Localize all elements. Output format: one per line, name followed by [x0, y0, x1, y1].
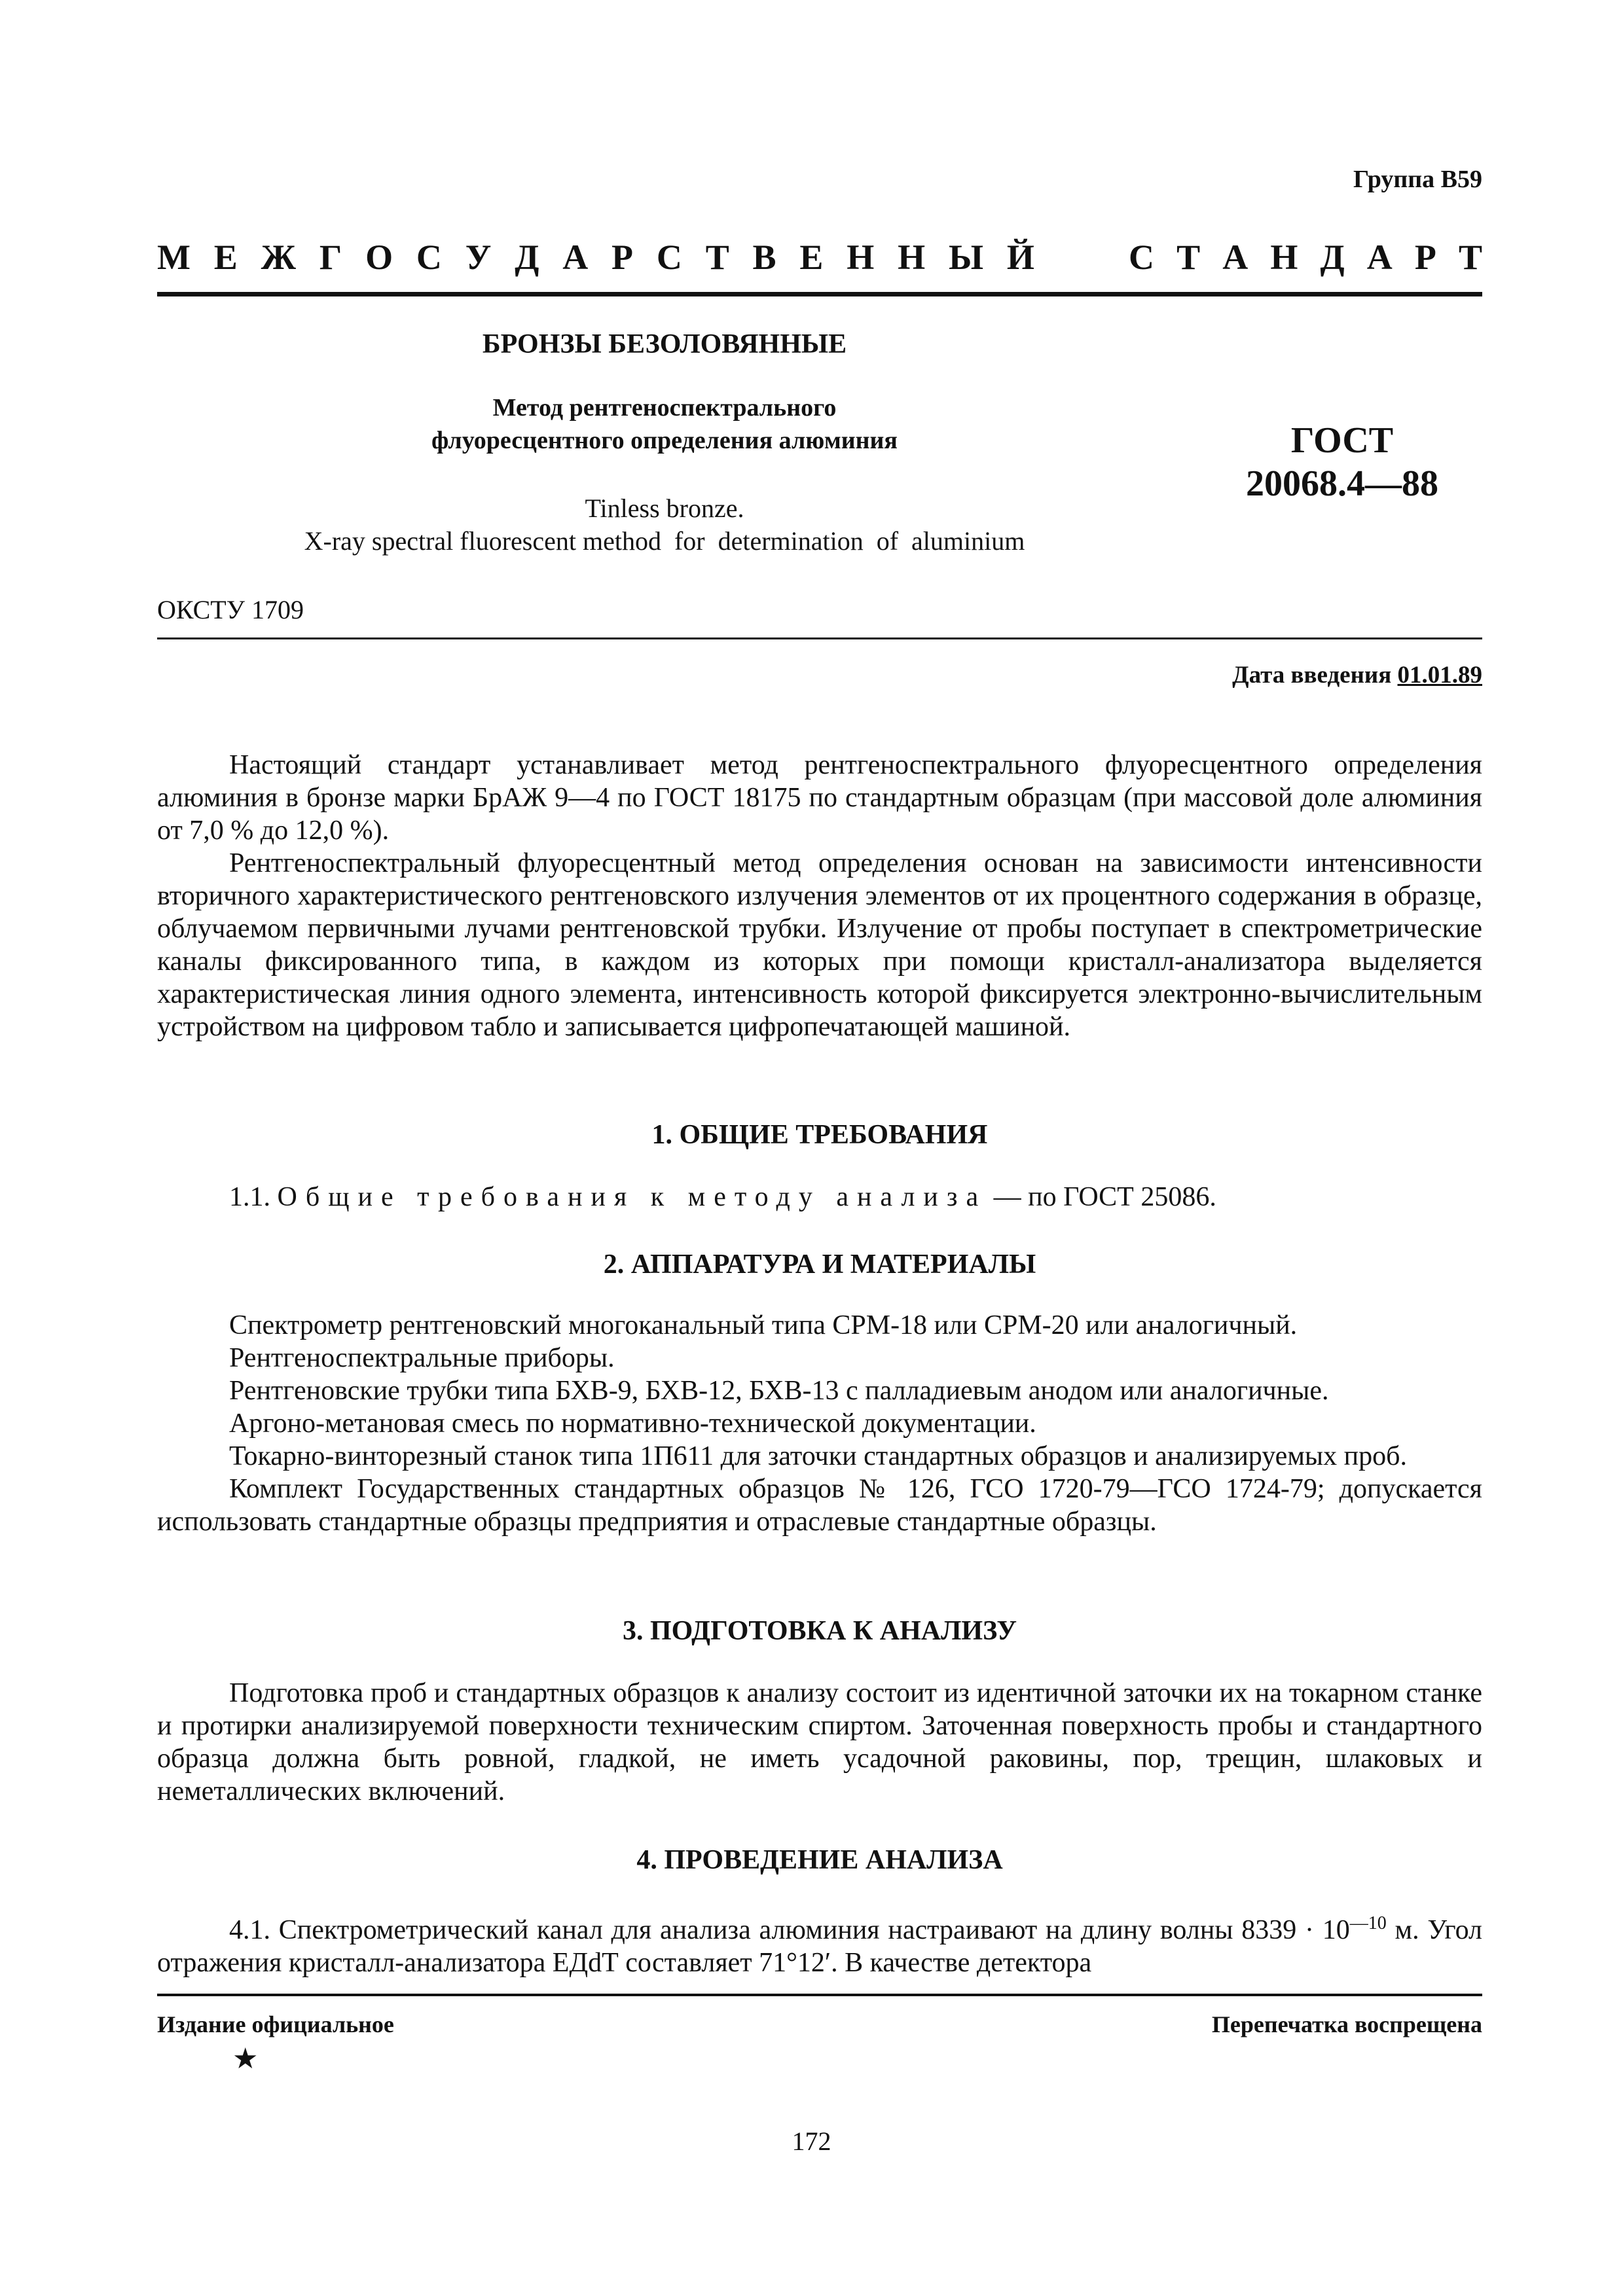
method-title	[157, 391, 1172, 457]
intro-date-label: Дата введения	[1232, 662, 1392, 689]
method-title-line1: Метод рентгеноспектрального	[492, 394, 837, 422]
reprint-prohibited-note: Перепечатка воспрещена	[1211, 2011, 1482, 2037]
banner-interstate-letter: В	[752, 238, 776, 277]
intro-date-value: 01.01.89	[1397, 662, 1482, 689]
section-4-heading: 4. ПРОВЕДЕНИЕ АНАЛИЗА	[636, 1845, 1003, 1875]
banner-standard-letter: Д	[1320, 238, 1345, 277]
item-spaced-text: Общие требования к методу анализа	[277, 1182, 987, 1212]
gost-designation	[1185, 419, 1499, 505]
equipment-item: Спектрометр рентгеновский многоканальный типа СРМ-18 или СРМ-20 или аналогичный.	[229, 1310, 1298, 1340]
banner-interstate-letter: А	[562, 238, 589, 277]
section-4-text	[157, 1907, 1482, 1979]
banner-interstate-letter: Д	[515, 238, 539, 277]
english-title	[157, 492, 1172, 558]
banner-interstate-letter: С	[416, 238, 442, 277]
section-3-text	[157, 1677, 1482, 1808]
banner-interstate-letter: М	[157, 238, 191, 277]
banner-standard-letter: С	[1129, 238, 1154, 277]
equipment-item: Рентгеновские трубки типа БХВ-9, БХВ-12, БХВ-13 с палладиевым анодом или аналогичные.	[229, 1376, 1329, 1406]
section-3-heading: 3. ПОДГОТОВКА К АНАЛИЗУ	[622, 1616, 1017, 1646]
section-4-text-b: м. Угол отражения кристалл-анализатора ЕДdТ составляет 71°12′. В качестве детектора	[157, 1915, 1482, 1978]
banner-standard-letter: А	[1222, 238, 1249, 277]
banner-standard-letter: А	[1366, 238, 1393, 277]
intro-date	[1232, 661, 1482, 689]
equipment-item: Комплект Государственных стандартных образцов № 126, ГСО 1720-79—ГСО 1724-79; допускается использовать стандартные образцы предприятия и отраслевые стандартные образцы.	[157, 1474, 1482, 1537]
banner-standard-letter: Н	[1270, 238, 1298, 277]
banner-interstate-letter: Е	[799, 238, 824, 277]
banner-interstate-letter: Ы	[948, 238, 983, 277]
equipment-item: Рентгеноспектральные приборы.	[229, 1343, 615, 1373]
section-4-text-a: 4.1. Спектрометрический канал для анализа алюминия настраивают на длину волны 8339 · 10	[229, 1915, 1350, 1945]
doc-title: БРОНЗЫ БЕЗОЛОВЯННЫЕ	[482, 329, 847, 359]
banner-standard-letter: Р	[1414, 238, 1436, 277]
item-number: 1.1.	[229, 1182, 270, 1212]
banner-interstate-letter: Т	[705, 238, 729, 277]
english-title-line2: X-ray spectral fluorescent method for determination of aluminium	[304, 526, 1025, 556]
equipment-item: Токарно-винторезный станок типа 1П611 для заточки стандартных образцов и анализируемых проб.	[229, 1441, 1407, 1471]
banner-standard-letter: Т	[1458, 238, 1482, 277]
banner-interstate-letter: С	[656, 238, 682, 277]
section-2-heading: 2. АППАРАТУРА И МАТЕРИАЛЫ	[603, 1249, 1036, 1280]
section-1-item	[157, 1181, 1482, 1213]
item-rest-text: — по ГОСТ 25086.	[993, 1182, 1216, 1212]
section-1-heading: 1. ОБЩИЕ ТРЕБОВАНИЯ	[651, 1120, 988, 1150]
banner-word-standard	[1129, 237, 1482, 278]
banner-interstate-letter: Е	[213, 238, 238, 277]
banner-interstate-letter: Н	[898, 238, 926, 277]
section-4-paragraph	[157, 1907, 1482, 1979]
page-number: 172	[792, 2126, 831, 2156]
banner-interstate-letter: О	[365, 238, 393, 277]
banner-interstate-letter: Н	[847, 238, 875, 277]
banner-interstate-letter: Й	[1006, 238, 1034, 277]
banner-interstate-letter: Ж	[261, 238, 297, 277]
section-2-list	[157, 1309, 1482, 1538]
official-edition-note: Издание официальное	[157, 2011, 394, 2037]
gost-number: 20068.4—88	[1246, 463, 1438, 504]
gost-label: ГОСТ	[1290, 420, 1394, 461]
intro-paragraph-1: Настоящий стандарт устанавливает метод рентгеноспектрального флуоресцентного определения алюминия в бронзе марки БрАЖ 9—4 по ГОСТ 18175 по стандартным образцам (при массовой доле алюминия от 7,0 % до 12,0 %).	[157, 750, 1482, 846]
okstu-code: ОКСТУ 1709	[157, 595, 304, 624]
banner-interstate-letter: Р	[611, 238, 634, 277]
english-title-line1: Tinless bronze.	[585, 493, 744, 523]
banner-interstate-letter: Г	[319, 238, 342, 277]
intro-paragraph-2: Рентгеноспектральный флуоресцентный метод определения основан на зависимости интенсивности вторичного характеристического рентгеновского излучения элементов от их процентного содержания в образце, облучаемом первичными лучами рентгеновской трубки. Излучение от пробы поступает в спектрометрические каналы фиксированного типа, в каждом из которых при помощи кристалл-анализатора выделяется характеристическая линия одного элемента, интенсивность которой фиксируется электронно-вычислительным устройством на цифровом табло и записывается цифропечатающей машиной.	[157, 848, 1482, 1042]
method-title-line2: флуоресцентного определения алюминия	[431, 427, 898, 454]
intro-text	[157, 749, 1482, 1043]
group-label: Группа В59	[1353, 166, 1482, 193]
banner-standard-letter: Т	[1176, 238, 1201, 277]
equipment-item: Аргоно-метановая смесь по нормативно-технической документации.	[229, 1408, 1036, 1439]
banner-interstate-letter: У	[465, 238, 492, 277]
okstu-rule	[157, 637, 1482, 639]
section-3-paragraph: Подготовка проб и стандартных образцов к анализу состоит из идентичной заточки их на токарном станке и протирки анализируемой поверхности техническим спиртом. Заточенная поверхность пробы и стандартного образца должна быть ровной, гладкой, не иметь усадочной раковины, пор, трещин, шлаковых и неметаллических включений.	[157, 1678, 1482, 1806]
header-banner	[157, 237, 1482, 278]
banner-word-interstate	[157, 237, 1034, 278]
footer-rule	[157, 1994, 1482, 1996]
section-4-exponent: —10	[1349, 1913, 1387, 1933]
star-icon: ★	[232, 2043, 259, 2075]
header-rule	[157, 292, 1482, 296]
